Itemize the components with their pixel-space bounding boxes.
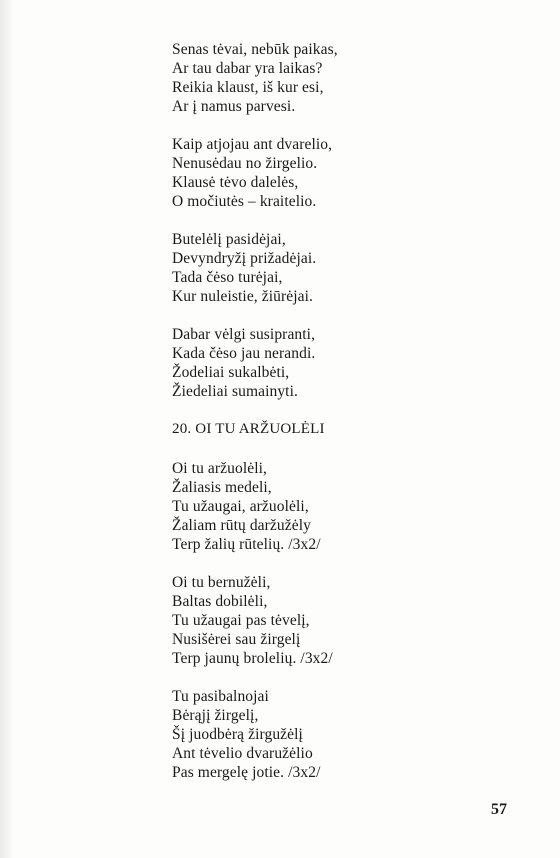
poem-text	[172, 40, 502, 801]
stanza	[172, 325, 502, 401]
verse-line: Kur nuleistie, žiūrėjai.	[172, 288, 313, 305]
stanza	[172, 687, 502, 782]
page-gutter	[0, 0, 14, 858]
verse-line: Žiedeliai sumainyti.	[172, 383, 298, 400]
verse-line: Pas mergelę jotie. /3x2/	[172, 764, 321, 781]
verse-line: Devyndryžį prižadėjai.	[172, 250, 317, 267]
verse-line: Ar į namus parvesi.	[172, 98, 296, 115]
verse-line: Reikia klaust, iš kur esi,	[172, 79, 324, 96]
stanza	[172, 573, 502, 668]
stanza	[172, 459, 502, 554]
verse-line: Ant tėvelio dvaružėlio	[172, 745, 313, 762]
verse-line: O močiutės – kraitelio.	[172, 193, 317, 210]
verse-line: Klausė tėvo dalelės,	[172, 174, 299, 191]
verse-line: Butelėlį pasidėjai,	[172, 231, 286, 248]
verse-line: Tu pasibalnojai	[172, 688, 269, 705]
verse-line: Šį juodbėrą žirgužėlį	[172, 726, 303, 743]
verse-line: Tada čėso turėjai,	[172, 269, 283, 286]
verse-line: Terp žalių rūtelių. /3x2/	[172, 536, 321, 553]
verse-line: Senas tėvai, nebūk paikas,	[172, 41, 338, 58]
verse-line: Baltas dobilėli,	[172, 593, 268, 610]
verse-line: Terp jaunų brolelių. /3x2/	[172, 650, 333, 667]
verse-line: Žodeliai sukalbėti,	[172, 364, 290, 381]
verse-line: Oi tu aržuolėli,	[172, 460, 268, 477]
verse-line: Nenusėdau no žirgelio.	[172, 155, 318, 172]
verse-line: Oi tu bernužėli,	[172, 574, 271, 591]
stanza	[172, 135, 502, 211]
verse-line: Bėrąjį žirgelį,	[172, 707, 259, 724]
verse-line: Tu užaugai, aržuolėli,	[172, 498, 309, 515]
stanza	[172, 230, 502, 306]
verse-line: Kaip atjojau ant dvarelio,	[172, 136, 333, 153]
verse-line: Kada čėso jau nerandi.	[172, 345, 316, 362]
verse-line: Žaliasis medeli,	[172, 479, 272, 496]
song-heading: 20. OI TU ARŽUOLĖLI	[172, 421, 325, 437]
verse-line: Nusišėrei sau žirgelį	[172, 631, 301, 648]
verse-line: Dabar vėlgi susipranti,	[172, 326, 316, 343]
verse-line: Žaliam rūtų daržužėly	[172, 517, 311, 534]
stanza	[172, 40, 502, 116]
verse-line: Ar tau dabar yra laikas?	[172, 60, 323, 77]
page-number: 57	[491, 801, 507, 818]
verse-line: Tu užaugai pas tėvelį,	[172, 612, 310, 629]
